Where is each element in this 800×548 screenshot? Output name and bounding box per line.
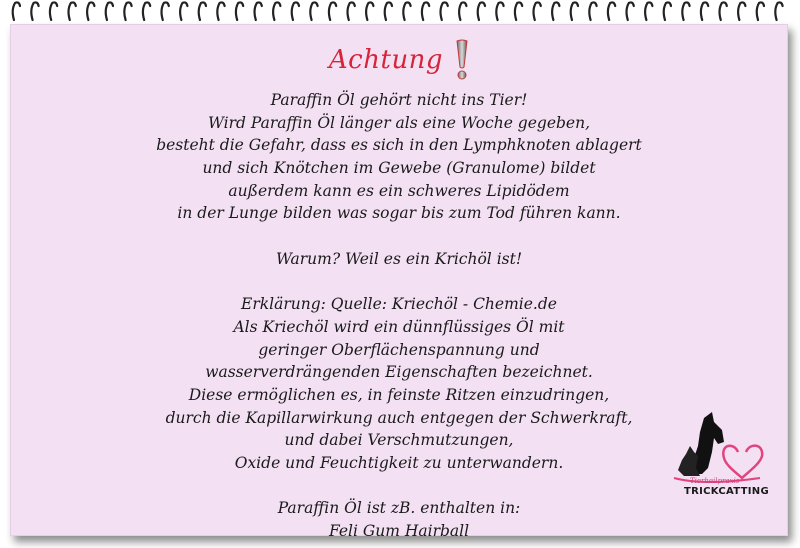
text-line: Paraffin Öl gehört nicht ins Tier! [270,91,528,109]
binding-ring [292,2,299,20]
text-line: Wird Paraffin Öl länger als eine Woche gegeben, [207,113,590,132]
text-line: Diese ermöglichen es, in feinste Ritzen einzudringen, [188,385,610,404]
binding-ring [682,2,689,20]
text-line: und sich Knötchen im Gewebe (Granulome) bildet [202,159,596,178]
binding-ring [459,2,466,20]
binding-ring [13,2,20,20]
binding-ring [217,2,224,20]
binding-ring [738,2,745,20]
binding-ring [124,2,131,20]
text-line: durch die Kapillarwirkung auch entgegen der Schwerkraft, [165,408,633,427]
binding-ring [645,2,652,20]
text-line: besteht die Gefahr, dass es sich in den Lymphknoten ablagert [156,136,642,155]
binding-ring [664,2,671,20]
text-line: Als Kriechöl wird ein dünnflüssiges Öl mit [233,317,565,336]
text-line: außerdem kann es ein schweres Lipidödem [228,181,570,200]
text-line: Warum? Weil es ein Krichöl ist! [275,249,523,268]
binding-ring [348,2,355,20]
binding-ring [701,2,708,20]
binding-ring [757,2,764,20]
binding-ring [608,2,615,20]
binding-ring [69,2,76,20]
binding-ring [534,2,541,20]
binding-ring [31,2,38,20]
text-line: in der Lunge bilden was sogar bis zum Tod führen kann. [177,204,621,223]
binding-ring [441,2,448,20]
binding-ring [589,2,596,20]
binding-ring [50,2,57,20]
binding-ring [329,2,336,20]
binding-ring [478,2,485,20]
binding-ring [422,2,429,20]
binding-ring [162,2,169,20]
text-line: Paraffin Öl ist zB. enthalten in: [277,499,521,518]
logo-subtitle: Tierheilpraxis [690,477,740,485]
binding-ring [255,2,262,20]
text-line: Feli Gum Hairball [328,522,470,541]
binding-ring [236,2,243,20]
text-line: und dabei Verschmutzungen, [284,431,514,450]
title-row [11,39,787,79]
blank-line [11,225,787,248]
text-line: Erklärung: Quelle: Kriechöl - Chemie.de [241,295,557,314]
binding-ring [143,2,150,20]
note-title: Achtung [328,45,444,75]
logo-wordmark: TRICKCATTING [684,486,769,497]
text-line: Oxide und Feuchtigkeit zu unterwandern. [234,454,564,472]
binding-ring [87,2,94,20]
text-line: geringer Oberflächenspannung und [258,340,540,359]
binding-ring [310,2,317,20]
binding-ring [720,2,727,20]
binding-ring [403,2,410,20]
text-line: wasserverdrängenden Eigenschaften bezeichnet. [205,363,593,382]
binding-ring [106,2,113,20]
binding-ring [199,2,206,20]
binding-ring [627,2,634,20]
spiral-binding [0,0,800,24]
binding-ring [273,2,280,20]
binding-ring [552,2,559,20]
binding-ring [385,2,392,20]
blank-line [11,271,787,294]
heart-icon [723,446,762,478]
binding-ring [180,2,187,20]
exclamation-icon [455,39,469,81]
binding-ring [366,2,373,20]
binding-ring [515,2,522,20]
binding-ring [571,2,578,20]
binding-ring [496,2,503,20]
binding-ring [775,2,782,20]
